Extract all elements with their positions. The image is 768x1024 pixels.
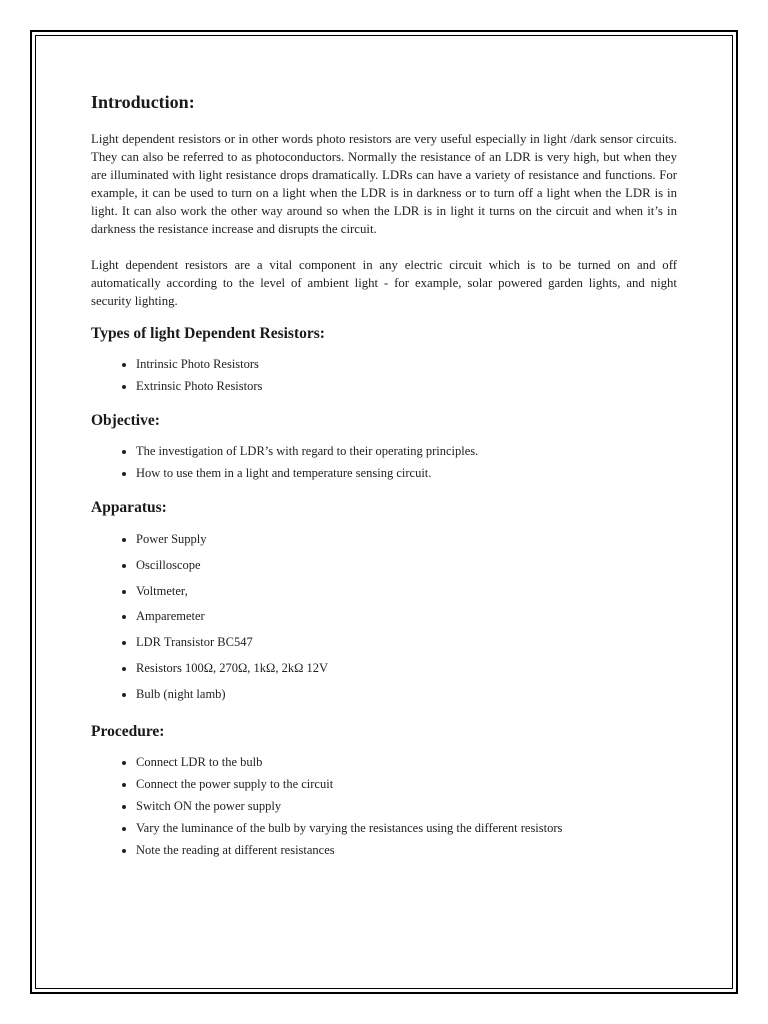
list-item: • How to use them in a light and temperature sensing circuit.: [136, 462, 677, 484]
list-item: • LDR Transistor BC547: [136, 630, 677, 656]
list-item: • Power Supply: [136, 527, 677, 553]
intro-paragraph-2: Light dependent resistors are a vital component in any electric circuit which is to be turned on and off automatically according to the level of ambient light - for example, solar powered garden lights, and night security lighting.: [91, 258, 677, 308]
list-item: • The investigation of LDR’s with regard to their operating principles.: [136, 440, 677, 462]
procedure-list: [91, 751, 677, 861]
list-item: • Amparemeter: [136, 604, 677, 630]
apparatus-heading: Apparatus:: [91, 499, 167, 516]
list-item: • Switch ON the power supply: [136, 795, 677, 817]
list-item: • Vary the luminance of the bulb by varying the resistances using the different resistors: [136, 817, 677, 839]
document-content: [91, 92, 677, 861]
list-item: • Voltmeter,: [136, 579, 677, 605]
list-item: • Connect the power supply to the circuit: [136, 773, 677, 795]
types-heading: Types of light Dependent Resistors:: [91, 325, 325, 342]
list-item: • Connect LDR to the bulb: [136, 751, 677, 773]
list-item: • Intrinsic Photo Resistors: [136, 353, 677, 375]
list-item: • Extrinsic Photo Resistors: [136, 375, 677, 397]
list-item: • Bulb (night lamb): [136, 682, 677, 708]
apparatus-list: [91, 527, 677, 708]
objective-list: [91, 440, 677, 484]
list-item: • Oscilloscope: [136, 553, 677, 579]
procedure-heading: Procedure:: [91, 722, 165, 740]
objective-heading: Objective:: [91, 412, 160, 429]
introduction-heading: Introduction:: [91, 92, 195, 112]
types-list: [91, 353, 677, 397]
intro-paragraph-1: Light dependent resistors or in other words photo resistors are very useful especially in light /dark sensor circuits. They can also be referred to as photoconductors. Normally the resistance of an LDR is very high, but when they are illuminated with light resistance drops dramatically. LDRs can have a variety of resistance and functions. For example, it can be used to turn on a light when the LDR is in darkness or to turn off a light when the LDR is in light. It can also work the other way around so when the LDR is in light it turns on the circuit and when it’s in darkness the resistance increase and disrupts the circuit.: [91, 132, 677, 236]
list-item: • Note the reading at different resistances: [136, 839, 677, 861]
list-item: • Resistors 100Ω, 270Ω, 1kΩ, 2kΩ 12V: [136, 656, 677, 682]
